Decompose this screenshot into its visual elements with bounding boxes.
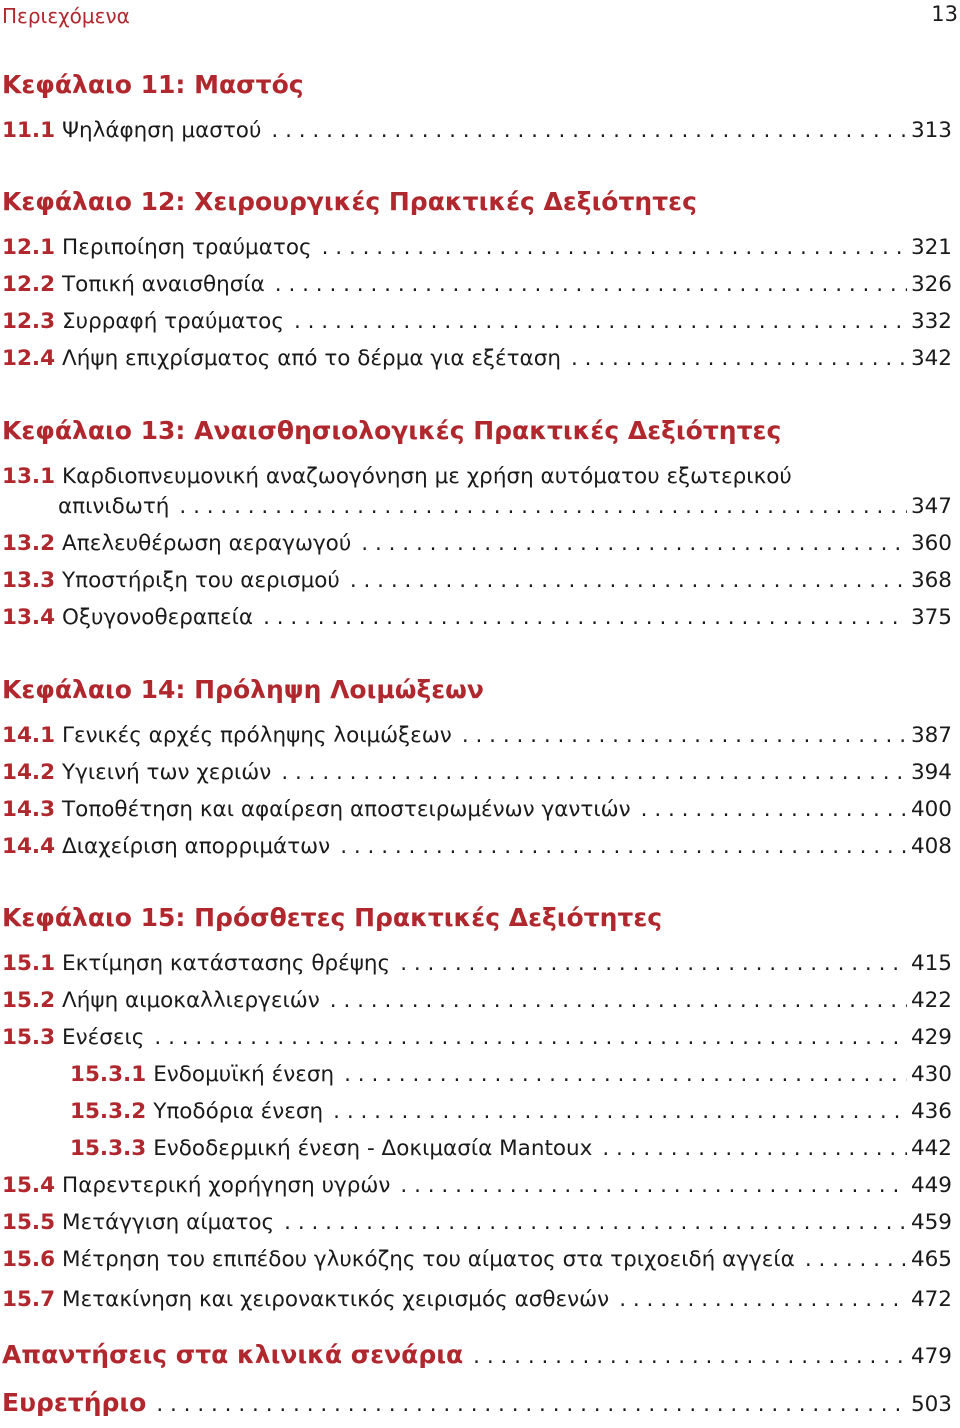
entry-page: 449 — [910, 1173, 952, 1198]
entry-title: Απαντήσεις στα κλινικά σενάρια — [2, 1340, 464, 1369]
entry-number: 15.3.3 — [70, 1136, 147, 1161]
entry-number: 15.6 — [2, 1247, 56, 1272]
toc-entry-12-4[interactable] — [2, 346, 952, 376]
entry-number: 12.4 — [2, 346, 56, 371]
entry-title: Μετακίνηση και χειρονακτικός χειρισμός ασθενών — [62, 1287, 610, 1312]
entry-number: 12.2 — [2, 272, 56, 297]
dot-leader — [400, 1173, 907, 1198]
entry-page: 436 — [910, 1099, 952, 1124]
toc-entry-15-3[interactable] — [2, 1025, 952, 1055]
toc-entry-15-4[interactable] — [2, 1173, 952, 1203]
entry-title: Ενδομυϊκή ένεση — [153, 1062, 335, 1087]
dot-leader — [271, 118, 907, 143]
toc-entry-15-3-3[interactable] — [70, 1136, 952, 1166]
entry-page: 430 — [910, 1062, 952, 1087]
entry-title: Παρεντερική χορήγηση υγρών — [62, 1173, 391, 1198]
dot-leader — [333, 1099, 907, 1124]
entry-number: 14.2 — [2, 760, 56, 785]
dot-leader — [462, 723, 907, 748]
entry-page: 321 — [910, 235, 952, 260]
toc-entry-11-1[interactable] — [2, 118, 952, 148]
entry-page: 479 — [910, 1344, 952, 1369]
entry-page: 394 — [910, 760, 952, 785]
dot-leader — [361, 531, 907, 556]
entry-title: Συρραφή τραύματος — [62, 309, 284, 334]
entry-page: 503 — [910, 1392, 952, 1417]
entry-title: Μετάγγιση αίματος — [62, 1210, 275, 1235]
entry-number: 15.3.2 — [70, 1099, 147, 1124]
entry-title: Περιποίηση τραύματος — [62, 235, 312, 260]
entry-title: Λήψη αιμοκαλλιεργειών — [62, 988, 320, 1013]
dot-leader — [344, 1062, 907, 1087]
entry-page: 415 — [910, 951, 952, 976]
toc-entry-14-1[interactable] — [2, 723, 952, 753]
toc-entry-13-3[interactable] — [2, 568, 952, 598]
entry-title: Ψηλάφηση μαστού — [62, 118, 262, 143]
entry-page: 342 — [910, 346, 952, 371]
entry-title: Απελευθέρωση αεραγωγού — [62, 531, 352, 556]
entry-number: 14.1 — [2, 723, 56, 748]
entry-page: 387 — [910, 723, 952, 748]
entry-title: Υποστήριξη του αερισμού — [62, 568, 340, 593]
entry-title: Ευρετήριο — [2, 1388, 147, 1417]
toc-entry-15-3-1[interactable] — [70, 1062, 952, 1092]
entry-title: Καρδιοπνευμονική αναζωογόνηση με χρήση αυτόματου εξωτερικού — [62, 464, 792, 489]
toc-entry-12-3[interactable] — [2, 309, 952, 339]
entry-number: 15.5 — [2, 1210, 56, 1235]
dot-leader — [641, 797, 907, 822]
entry-number: 14.4 — [2, 834, 56, 859]
entry-number: 13.2 — [2, 531, 56, 556]
entry-title: Τοποθέτηση και αφαίρεση αποστειρωμένων γαντιών — [62, 797, 631, 822]
dot-leader — [154, 1025, 907, 1050]
dot-leader — [619, 1287, 907, 1312]
running-header: Περιεχόμενα — [2, 4, 130, 28]
entry-title: Μέτρηση του επιπέδου γλυκόζης του αίματος στα τριχοειδή αγγεία — [62, 1247, 795, 1272]
entry-page: 326 — [910, 272, 952, 297]
entry-page: 442 — [910, 1136, 952, 1161]
entry-number: 15.7 — [2, 1287, 56, 1312]
chapter-11-heading: Κεφάλαιο 11: Μαστός — [2, 70, 304, 99]
dot-leader — [400, 951, 907, 976]
toc-entry-13-1-line1[interactable] — [2, 464, 792, 489]
page-number: 13 — [931, 2, 958, 26]
entry-number: 12.1 — [2, 235, 56, 260]
chapter-15-heading: Κεφάλαιο 15: Πρόσθετες Πρακτικές Δεξιότητες — [2, 903, 663, 932]
entry-number: 15.3.1 — [70, 1062, 147, 1087]
entry-title: Γενικές αρχές πρόληψης λοιμώξεων — [62, 723, 452, 748]
toc-entry-15-5[interactable] — [2, 1210, 952, 1240]
entry-page: 459 — [910, 1210, 952, 1235]
entry-page: 408 — [910, 834, 952, 859]
entry-title-continued: απινιδωτή — [58, 494, 170, 519]
toc-entry-13-2[interactable] — [2, 531, 952, 561]
entry-number: 13.1 — [2, 464, 56, 489]
dot-leader — [281, 760, 907, 785]
dot-leader — [294, 309, 907, 334]
entry-title: Ενέσεις — [62, 1025, 145, 1050]
chapter-14-heading: Κεφάλαιο 14: Πρόληψη Λοιμώξεων — [2, 675, 484, 704]
toc-entry-15-6[interactable] — [2, 1247, 952, 1277]
toc-entry-14-2[interactable] — [2, 760, 952, 790]
toc-entry-14-3[interactable] — [2, 797, 952, 827]
entry-page: 472 — [910, 1287, 952, 1312]
toc-entry-14-4[interactable] — [2, 834, 952, 864]
toc-entry-12-1[interactable] — [2, 235, 952, 265]
entry-page: 375 — [910, 605, 952, 630]
entry-title: Διαχείριση απορριμάτων — [62, 834, 331, 859]
toc-entry-15-7[interactable] — [2, 1287, 952, 1317]
entry-page: 422 — [910, 988, 952, 1013]
entry-number: 11.1 — [2, 118, 56, 143]
dot-leader — [179, 494, 907, 519]
page-header — [2, 0, 958, 30]
dot-leader — [330, 988, 907, 1013]
entry-page: 332 — [910, 309, 952, 334]
entry-number: 15.1 — [2, 951, 56, 976]
dot-leader — [284, 1210, 907, 1235]
toc-entry-answers[interactable] — [2, 1340, 952, 1374]
dot-leader — [571, 346, 907, 371]
entry-number: 12.3 — [2, 309, 56, 334]
toc-entry-15-2[interactable] — [2, 988, 952, 1018]
toc-entry-13-1-line2[interactable] — [58, 494, 952, 524]
toc-entry-13-4[interactable] — [2, 605, 952, 635]
chapter-13-heading: Κεφάλαιο 13: Αναισθησιολογικές Πρακτικές Δεξιότητες — [2, 416, 782, 445]
entry-number: 13.4 — [2, 605, 56, 630]
entry-number: 15.2 — [2, 988, 56, 1013]
entry-number: 13.3 — [2, 568, 56, 593]
entry-number: 15.4 — [2, 1173, 56, 1198]
entry-page: 313 — [910, 118, 952, 143]
toc-entry-15-1[interactable] — [2, 951, 952, 981]
dot-leader — [156, 1392, 907, 1417]
entry-page: 400 — [910, 797, 952, 822]
entry-page: 368 — [910, 568, 952, 593]
entry-page: 465 — [910, 1247, 952, 1272]
entry-title: Οξυγονοθεραπεία — [62, 605, 254, 630]
entry-title: Λήψη επιχρίσματος από το δέρμα για εξέταση — [62, 346, 561, 371]
dot-leader — [340, 834, 907, 859]
dot-leader — [275, 272, 907, 297]
dot-leader — [350, 568, 907, 593]
entry-page: 429 — [910, 1025, 952, 1050]
entry-page: 360 — [910, 531, 952, 556]
dot-leader — [473, 1344, 907, 1369]
entry-title: Υποδόρια ένεση — [153, 1099, 324, 1124]
entry-title: Τοπική αναισθησία — [62, 272, 265, 297]
entry-title: Υγιεινή των χεριών — [62, 760, 272, 785]
entry-number: 14.3 — [2, 797, 56, 822]
chapter-12-heading: Κεφάλαιο 12: Χειρουργικές Πρακτικές Δεξιότητες — [2, 187, 697, 216]
dot-leader — [805, 1247, 907, 1272]
dot-leader — [602, 1136, 907, 1161]
toc-entry-12-2[interactable] — [2, 272, 952, 302]
entry-title: Εκτίμηση κατάστασης θρέψης — [62, 951, 391, 976]
entry-page: 347 — [910, 494, 952, 519]
dot-leader — [263, 605, 907, 630]
toc-entry-15-3-2[interactable] — [70, 1099, 952, 1129]
entry-title: Ενδοδερμική ένεση - Δοκιμασία Mantoux — [153, 1136, 593, 1161]
entry-number: 15.3 — [2, 1025, 56, 1050]
dot-leader — [322, 235, 907, 260]
toc-entry-index[interactable] — [2, 1388, 952, 1422]
